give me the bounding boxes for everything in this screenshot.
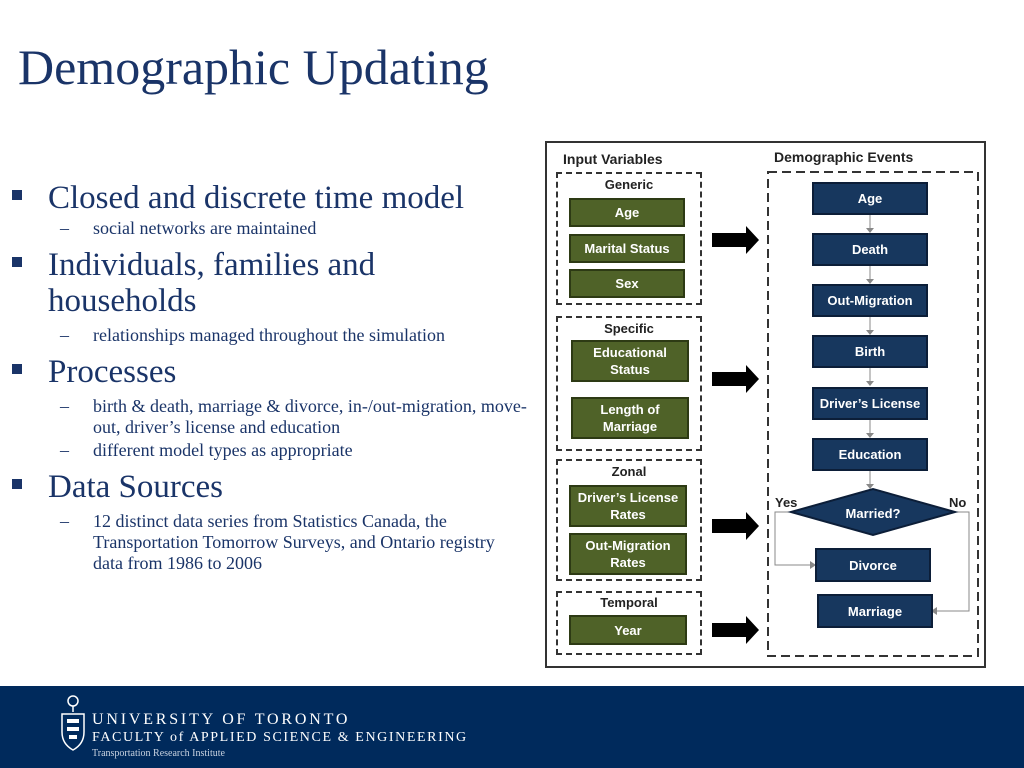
event-box: Education xyxy=(812,438,928,471)
arrow-icon xyxy=(712,512,759,540)
slide-title: Demographic Updating xyxy=(18,39,489,95)
arrow-icon xyxy=(712,365,759,393)
input-box: Age xyxy=(569,198,685,227)
sub-bullet-item: – relationships managed throughout the simulation xyxy=(60,325,445,345)
event-box: Birth xyxy=(812,335,928,368)
input-box: Driver’s License Rates xyxy=(569,485,687,527)
arrow-icon xyxy=(712,616,759,644)
bullet-item: Individuals, families and households xyxy=(10,247,448,319)
input-box: Marital Status xyxy=(569,234,685,263)
demographic-events-header: Demographic Events xyxy=(774,149,914,165)
faculty-name: FACULTY of APPLIED SCIENCE & ENGINEERING xyxy=(92,730,468,745)
flow-diagram xyxy=(545,141,986,668)
input-box: Year xyxy=(569,615,687,645)
group-label: Generic xyxy=(604,177,654,192)
input-variables-header: Input Variables xyxy=(563,151,663,167)
square-bullet-icon xyxy=(12,364,22,374)
sub-bullet-item: – different model types as appropriate xyxy=(60,440,353,460)
event-box: Death xyxy=(812,233,928,266)
input-box: Out-Migration Rates xyxy=(569,533,687,575)
institute-name: Transportation Research Institute xyxy=(92,748,225,759)
input-box: Educational Status xyxy=(571,340,689,382)
square-bullet-icon xyxy=(12,479,22,489)
sub-bullet-item: – birth & death, marriage & divorce, in-/out-migration, move-out, driver’s license and education xyxy=(60,396,527,437)
arrow-icon xyxy=(712,226,759,254)
university-crest-icon xyxy=(58,694,88,758)
dash-bullet-icon: – xyxy=(60,218,69,238)
sub-bullet-item: – 12 distinct data series from Statistics Canada, the Transportation Tomorrow Surveys, and Ontario registry data from 1986 to 2006 xyxy=(60,511,495,573)
input-box: Sex xyxy=(569,269,685,298)
decision-label: Married? xyxy=(845,505,901,521)
marriage-box: Marriage xyxy=(817,594,933,628)
yes-label: Yes xyxy=(775,495,798,510)
dash-bullet-icon: – xyxy=(60,511,69,531)
thick-arrows xyxy=(712,226,759,644)
divorce-box: Divorce xyxy=(815,548,931,582)
university-name: UNIVERSITY OF TORONTO xyxy=(92,711,351,728)
event-box: Driver’s License xyxy=(812,387,928,420)
square-bullet-icon xyxy=(12,257,22,267)
event-box: Out-Migration xyxy=(812,284,928,317)
no-label: No xyxy=(949,495,967,510)
dash-bullet-icon: – xyxy=(60,440,69,460)
square-bullet-icon xyxy=(12,190,22,200)
group-label: Zonal xyxy=(611,464,647,479)
dash-bullet-icon: – xyxy=(60,396,69,416)
dash-bullet-icon: – xyxy=(60,325,69,345)
group-label: Temporal xyxy=(600,595,658,610)
group-label: Specific xyxy=(604,321,654,336)
bullet-list xyxy=(10,180,540,574)
event-box: Age xyxy=(812,182,928,215)
bullet-item: Closed and discrete time model xyxy=(10,180,540,216)
bullet-item: Data Sources xyxy=(10,469,540,505)
bullet-item: Processes xyxy=(10,354,540,390)
sub-bullet-item: – social networks are maintained xyxy=(60,218,317,238)
input-box: Length of Marriage xyxy=(571,397,689,439)
